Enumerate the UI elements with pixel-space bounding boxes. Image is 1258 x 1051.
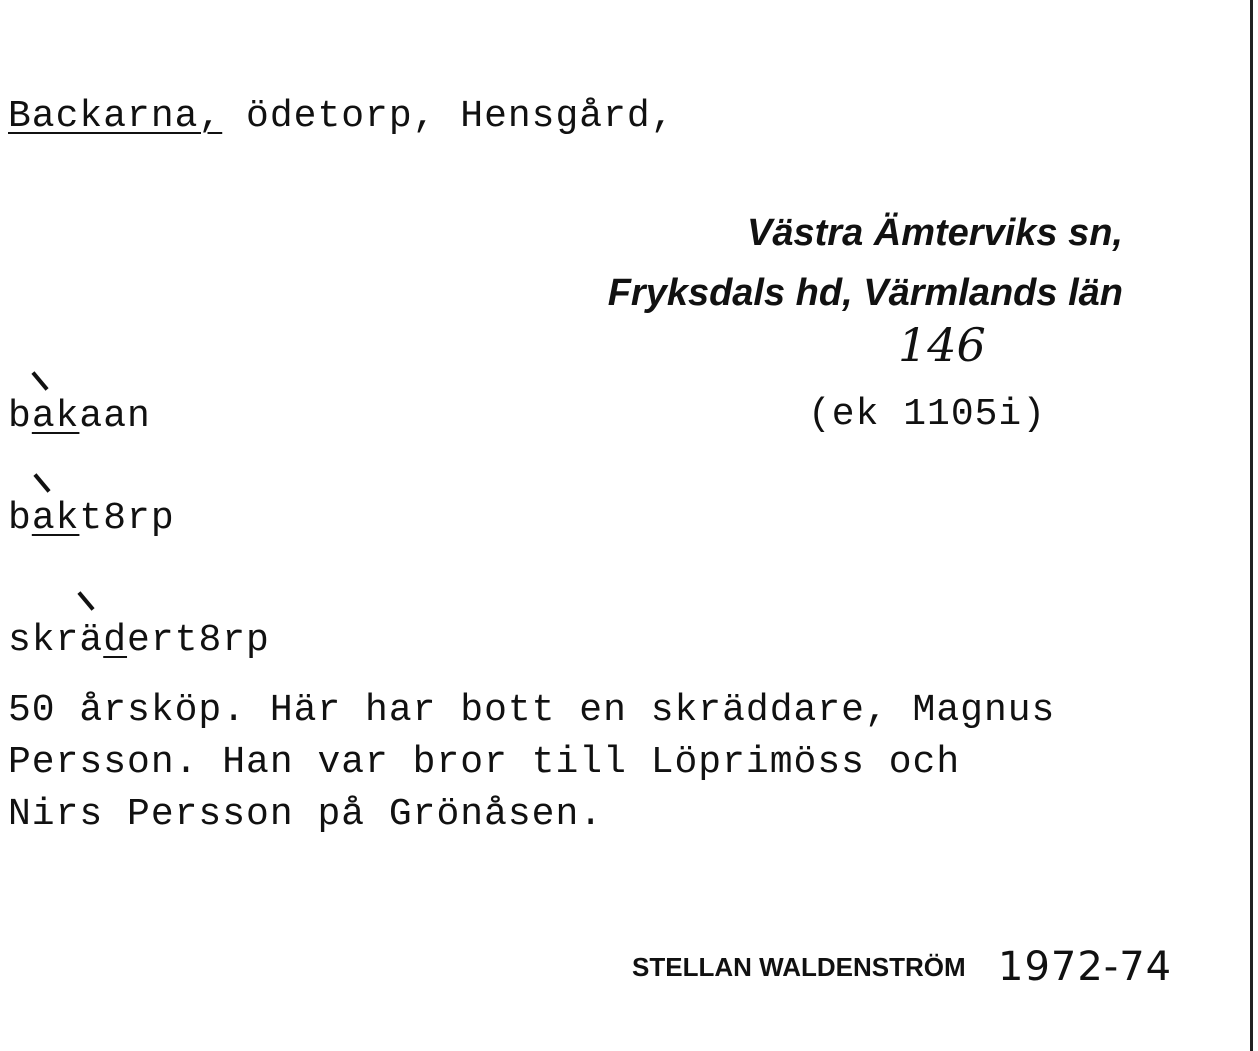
collector-name: STELLAN WALDENSTRÖM	[632, 952, 966, 982]
pronunciation-1-suffix: aan	[79, 395, 151, 438]
place-name: Backarna,	[8, 95, 223, 138]
pronunciation-3-prefix: skrä	[8, 619, 104, 662]
pronunciation-3-stressed: d	[103, 619, 128, 662]
pronunciation-3	[8, 619, 270, 662]
parish-line: Västra Ämterviks sn,	[747, 212, 1123, 254]
stress-accent-mark	[31, 371, 48, 390]
card-number: 146	[898, 318, 986, 372]
stress-accent-mark	[33, 473, 50, 492]
card-edge	[1250, 0, 1253, 1051]
pronunciation-2-prefix: b	[8, 497, 32, 540]
district-line: Fryksdals hd, Värmlands län	[607, 272, 1123, 314]
pronunciation-1-stressed: ak	[31, 395, 80, 438]
note-line-3: Nirs Persson på Grönåsen.	[8, 793, 604, 836]
heading-line	[8, 95, 675, 138]
pronunciation-1	[8, 395, 151, 438]
pronunciation-3-suffix: ert8rp	[127, 619, 270, 662]
collection-years: 1972-74	[998, 944, 1173, 990]
pronunciation-2-suffix: t8rp	[79, 497, 175, 540]
pronunciation-2	[8, 497, 175, 540]
pronunciation-1-prefix: b	[8, 395, 32, 438]
pronunciation-2-stressed: ak	[31, 497, 80, 540]
note-line-2: Persson. Han var bror till Löprimöss och	[8, 741, 961, 784]
note-line-1: 50 årsköp. Här har bott en skräddare, Magnus	[8, 689, 1056, 732]
stress-accent-mark	[77, 591, 94, 610]
map-reference: (ek 1105i)	[808, 393, 1047, 436]
place-description: ödetorp, Hensgård,	[222, 95, 675, 138]
